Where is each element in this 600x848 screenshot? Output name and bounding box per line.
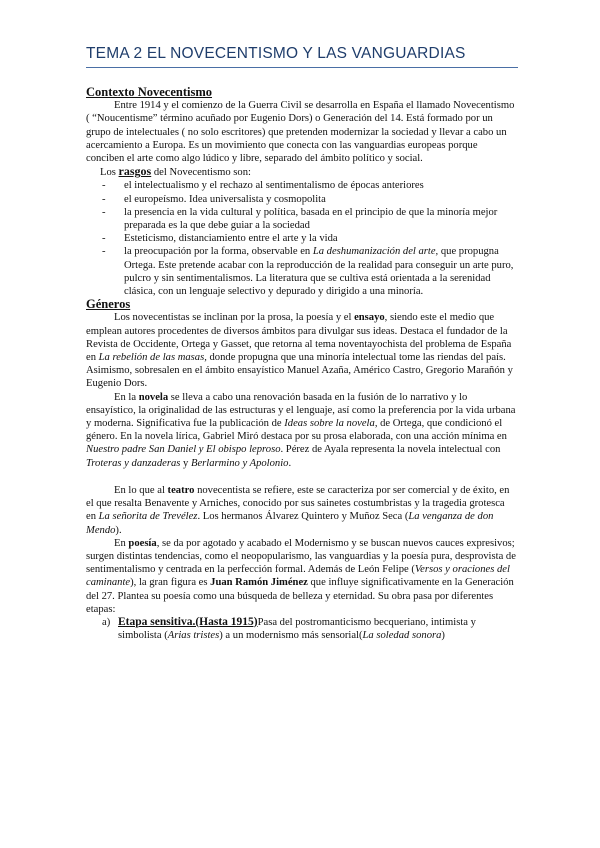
list-item: a) Etapa sensitiva.(Hasta 1915)Pasa del postromanticismo becqueriano, intimista y simbolista (Arias tristes) a un modernismo más sensorial(La soledad sonora) [102,615,476,642]
intro-paragraph: Entre 1914 y el comienzo de la Guerra Civil se desarrolla en España el llamado Novecentismo ( “Noucentisme” término acuñado por Eugenio Dors) o Generación del 14. Está formado por un grupo de intelectuales ( no solo escritores) que pretenden modernizar la sociedad y llevar a cabo un acercamiento a Europa. Es un movimiento que conecta con las vanguardias europeas porque conciben el arte como algo lúdico y libre, separado del ámbito político y social. [86,100,515,165]
generos-heading: Géneros [86,297,131,312]
book-title: La rebelión de las masas, [98,352,207,364]
rasgos-heading: rasgos [118,164,152,179]
header-divider [86,67,518,68]
page-title: TEMA 2 EL NOVECENTISMO Y LAS VANGUARDIAS [86,45,466,62]
book-title: La venganza de don Mendo [86,511,494,536]
document-body [86,86,516,642]
book-title: La señorita de Trevélez [98,511,198,523]
list-item: - Esteticismo, distanciamiento entre el arte y la vida [86,232,516,245]
list-item: - el intelectualismo y el rechazo al sentimentalismo de épocas anteriores [86,179,516,192]
book-title: Arias tristes [167,630,220,642]
etapas-list [86,616,516,642]
list-item: - el europeísmo. Idea universalista y cosmopolita [86,193,516,206]
teatro-paragraph: En lo que al teatro novecentista se refiere, este se caracteriza por ser comercial y de éxito, en el que resalta Benavente y Arniches, conocido por sus sainetes costumbristas y la tragedia grotesca en La señorita de Trevélez. Los hermanos Álvarez Quintero y Muñoz Seca (La venganza de don Mendo). [86,484,510,536]
ensayo-paragraph: Los novecentistas se inclinan por la prosa, la poesía y el ensayo, siendo este el medio que emplean autores procedentes de diversos ámbitos para divulgar sus ideas. Destaca el fundador de la Revista de Occidente, Ortega y Gasset, que retorna al tema noventayochista del problema de España en La rebelión de las masas, donde propugna que una minoría intelectual tome las riendas del país. Asimismo, sobresalen en el ámbito ensayístico Manuel Azaña, Américo Castro, Gregorio Marañón y Eugenio Dors. [86,312,513,390]
poesia-paragraph: En poesía, se da por agotado y acabado el Modernismo y se buscan nuevos cauces expresivos; surgen distintas tendencias, como el neopopularismo, las vanguardias y la poesía pura, desprovista de sentimentalismo y centrada en la perfección formal. Además de León Felipe (Versos y oraciones del caminante), la gran figura es Juan Ramón Jiménez que influye significativamente en la Generación del 27. Plantea su poesía como una búsqueda de belleza y eternidad. Su obra pasa por diferentes etapas: [86,537,516,615]
book-title: Nuestro padre San Daniel y El obispo leproso [86,444,281,456]
list-marker: a) [102,616,111,628]
book-title: La soledad sonora [362,630,442,642]
etapa-label: Etapa sensitiva.(Hasta 1915) [118,615,258,628]
book-title: Ideas sobre la novela [284,418,375,430]
rasgos-intro: Los rasgos del Novecentismo son: [100,164,251,179]
list-item: - la presencia en la vida cultural y política, basada en el principio de que la minoría mejor preparada es la que debe guiar a la sociedad [86,206,516,232]
spacer [86,470,516,484]
book-title: Berlarmino y Apolonio [190,457,289,469]
section-title: Contexto Novecentismo [86,85,213,99]
novela-paragraph: En la novela se lleva a cabo una renovación basada en la fusión de lo narrativo y lo ensayístico, la originalidad de las estructuras y el lenguaje, así como la preferencia por la vida urbana y moderna. Significativa fue la publicación de Ideas sobre la novela, de Ortega, que condicionó el género. En la novela lírica, Gabriel Miró destaca por su prosa elaborada, con una acción mínima en Nuestro padre San Daniel y El obispo leproso. Pérez de Ayala representa la novela intelectual con Troteras y danzaderas y Berlarmino y Apolonio. [86,391,516,469]
book-title: Versos y oraciones del caminante [86,564,510,589]
rasgos-list [86,179,516,298]
page-header [86,45,518,63]
book-title: La deshumanización del arte, [312,246,439,258]
book-title: Troteras y danzaderas [86,457,181,469]
list-item: - la preocupación por la forma, observable en La deshumanización del arte, que propugna Ortega. Este pretende acabar con la reproducción de la realidad para conseguir un arte puro, pulcro y sin sentimentalismos. La literatura que se cultiva está orientada a la serenidad clásica, con un lenguaje selectivo y depurado y dirigido a una minoría. [86,245,516,298]
